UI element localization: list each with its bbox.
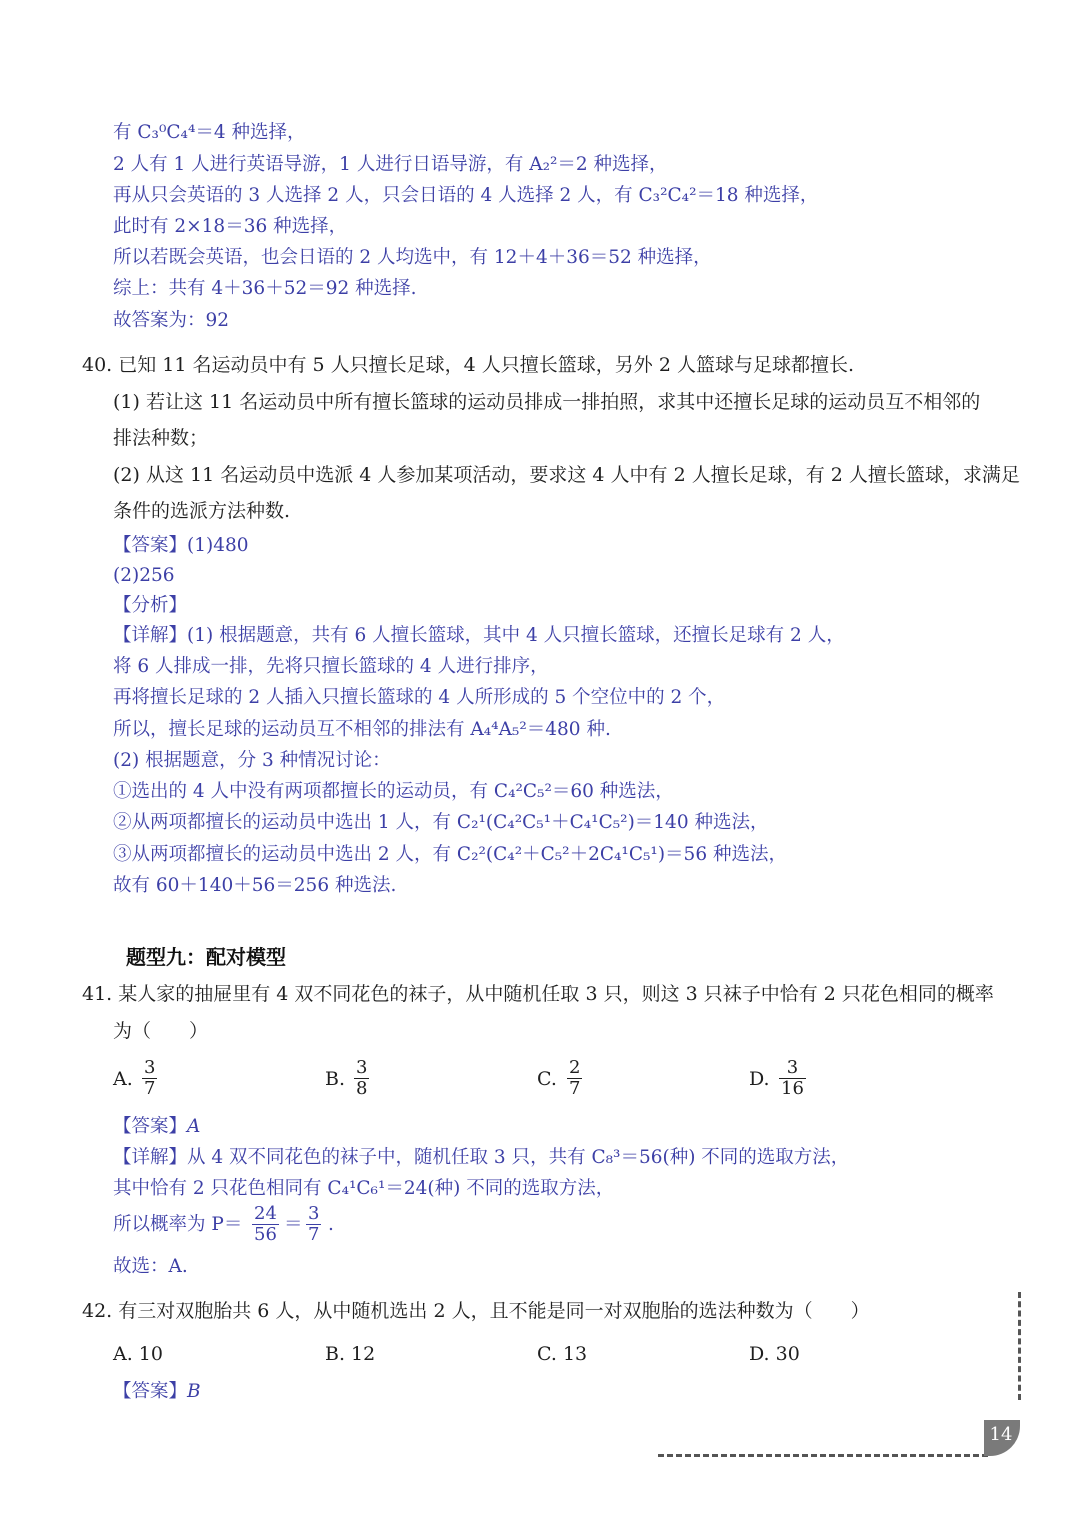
option-b-label: B. (325, 1068, 346, 1090)
answer-line (113, 533, 249, 559)
question-40-part1-cont: 排法种数； (113, 427, 209, 449)
question-40-part2: (2) 从这 11 名运动员中选派 4 人参加某项活动，要求这 4 人中有 2 人擅长足球，有 2 人擅长篮球，求满足 (113, 464, 1020, 486)
question-40-part2-cont: 条件的选派方法种数. (113, 500, 291, 522)
numerator: 3 (779, 1058, 806, 1079)
option-c-label: C. (537, 1068, 557, 1090)
answer-value: B (187, 1381, 201, 1402)
page-border-dashed-vertical (1018, 1292, 1021, 1400)
solution-line: 所以若既会英语，也会日语的 2 人均选中，有 12＋4＋36＝52 种选择， (113, 247, 712, 268)
detail-line (113, 1145, 849, 1171)
detail-text: (1) 根据题意，共有 6 人擅长篮球，其中 4 人只擅长篮球，还擅长足球有 2 人， (187, 625, 845, 646)
option-d-fraction (779, 1058, 806, 1099)
detail-text: 从 4 双不同花色的袜子中，随机任取 3 只，共有 C₈³＝56(种) 不同的选取方法， (187, 1147, 850, 1168)
detail-line: ①选出的 4 人中没有两项都擅长的运动员，有 C₄²C₅²＝60 种选法， (113, 781, 674, 802)
detail-line: 将 6 人排成一排，先将只擅长篮球的 4 人进行排序， (113, 656, 549, 677)
answer-tag: 【答案】 (113, 535, 188, 556)
page-number: 14 (989, 1424, 1013, 1445)
period: . (328, 1214, 334, 1235)
page-border-dashed-horizontal (658, 1454, 988, 1457)
final-answer: 故答案为：92 (113, 310, 230, 331)
analysis-tag: 【分析】 (113, 595, 188, 616)
answer-line (113, 1114, 200, 1140)
solution-line: 再从只会英语的 3 人选择 2 人，只会日语的 4 人选择 2 人，有 C₃²C₄²＝18 种选择， (113, 185, 819, 206)
answer-line (113, 1379, 201, 1405)
numerator: 3 (144, 1057, 156, 1078)
solution-line: 综上：共有 4＋36＋52＝92 种选择. (113, 278, 417, 299)
solution-line: 有 C₃⁰C₄⁴＝4 种选择， (113, 122, 306, 143)
section-heading: 题型九：配对模型 (126, 945, 286, 969)
question-40-part1: (1) 若让这 11 名运动员中所有擅长篮球的运动员排成一排拍照，求其中还擅长足球的运动员互不相邻的 (113, 391, 981, 413)
detail-line: 其中恰有 2 只花色相同有 C₄¹C₆¹＝24(种) 不同的选取方法， (113, 1178, 615, 1199)
detail-tag: 【详解】 (113, 625, 188, 646)
probability-fraction-1 (252, 1204, 279, 1245)
answer-value: (2)256 (113, 565, 175, 586)
numerator: 2 (569, 1057, 581, 1078)
denominator: 16 (781, 1078, 804, 1099)
question-41-stem-cont: 为（ ） (113, 1020, 209, 1042)
detail-line (113, 623, 845, 649)
answer-value: A (187, 1116, 201, 1137)
option-a: A. 10 (113, 1343, 163, 1365)
question-41-stem: 41. 某人家的抽屉里有 4 双不同花色的袜子，从中随机任取 3 只，则这 3 只袜子中恰有 2 只花色相同的概率 (82, 983, 994, 1005)
equals-sign: ＝ (284, 1214, 303, 1235)
answer-value: (1)480 (187, 535, 249, 556)
detail-line: 再将擅长足球的 2 人插入只擅长篮球的 4 人所形成的 5 个空位中的 2 个， (113, 687, 726, 708)
detail-tag: 【详解】 (113, 1147, 188, 1168)
numerator: 24 (254, 1203, 277, 1224)
denominator: 7 (308, 1224, 320, 1245)
option-b-fraction (354, 1058, 369, 1099)
option-a-fraction (142, 1058, 157, 1099)
answer-tag: 【答案】 (113, 1116, 188, 1137)
option-c: C. 13 (537, 1343, 588, 1365)
solution-line: 2 人有 1 人进行英语导游，1 人进行日语导游，有 A₂²＝2 种选择， (113, 154, 668, 175)
question-40-stem: 40. 已知 11 名运动员中有 5 人只擅长足球，4 人只擅长篮球，另外 2 人篮球与足球都擅长. (82, 354, 855, 376)
detail-line: ③从两项都擅长的运动员中选出 2 人，有 C₂²(C₄²＋C₅²＋2C₄¹C₅¹)＝56 种选法， (113, 844, 787, 865)
probability-prefix: 所以概率为 P＝ (113, 1214, 243, 1235)
option-b: B. 12 (325, 1343, 376, 1365)
detail-line: 故有 60＋140＋56＝256 种选法. (113, 875, 397, 896)
detail-line: (2) 根据题意，分 3 种情况讨论： (113, 750, 391, 771)
option-d-label: D. (749, 1068, 770, 1090)
detail-line: ②从两项都擅长的运动员中选出 1 人，有 C₂¹(C₄²C₅¹＋C₄¹C₅²)＝140 种选法， (113, 812, 769, 833)
option-d: D. 30 (749, 1343, 800, 1365)
solution-line: 此时有 2×18＝36 种选择， (113, 216, 348, 237)
option-a-label: A. (113, 1068, 133, 1090)
denominator: 7 (144, 1078, 156, 1099)
probability-fraction-2 (306, 1204, 321, 1245)
denominator: 8 (356, 1078, 368, 1099)
denominator: 7 (569, 1078, 581, 1099)
question-42-stem: 42. 有三对双胞胎共 6 人，从中随机选出 2 人，且不能是同一对双胞胎的选法种数为（ ） (82, 1300, 870, 1322)
numerator: 3 (308, 1203, 320, 1224)
conclusion: 故选：A. (113, 1256, 188, 1277)
option-c-fraction (567, 1058, 582, 1099)
detail-line: 所以，擅长足球的运动员互不相邻的排法有 A₄⁴A₅²＝480 种. (113, 719, 611, 740)
numerator: 3 (356, 1057, 368, 1078)
denominator: 56 (254, 1224, 277, 1245)
answer-tag: 【答案】 (113, 1381, 188, 1402)
